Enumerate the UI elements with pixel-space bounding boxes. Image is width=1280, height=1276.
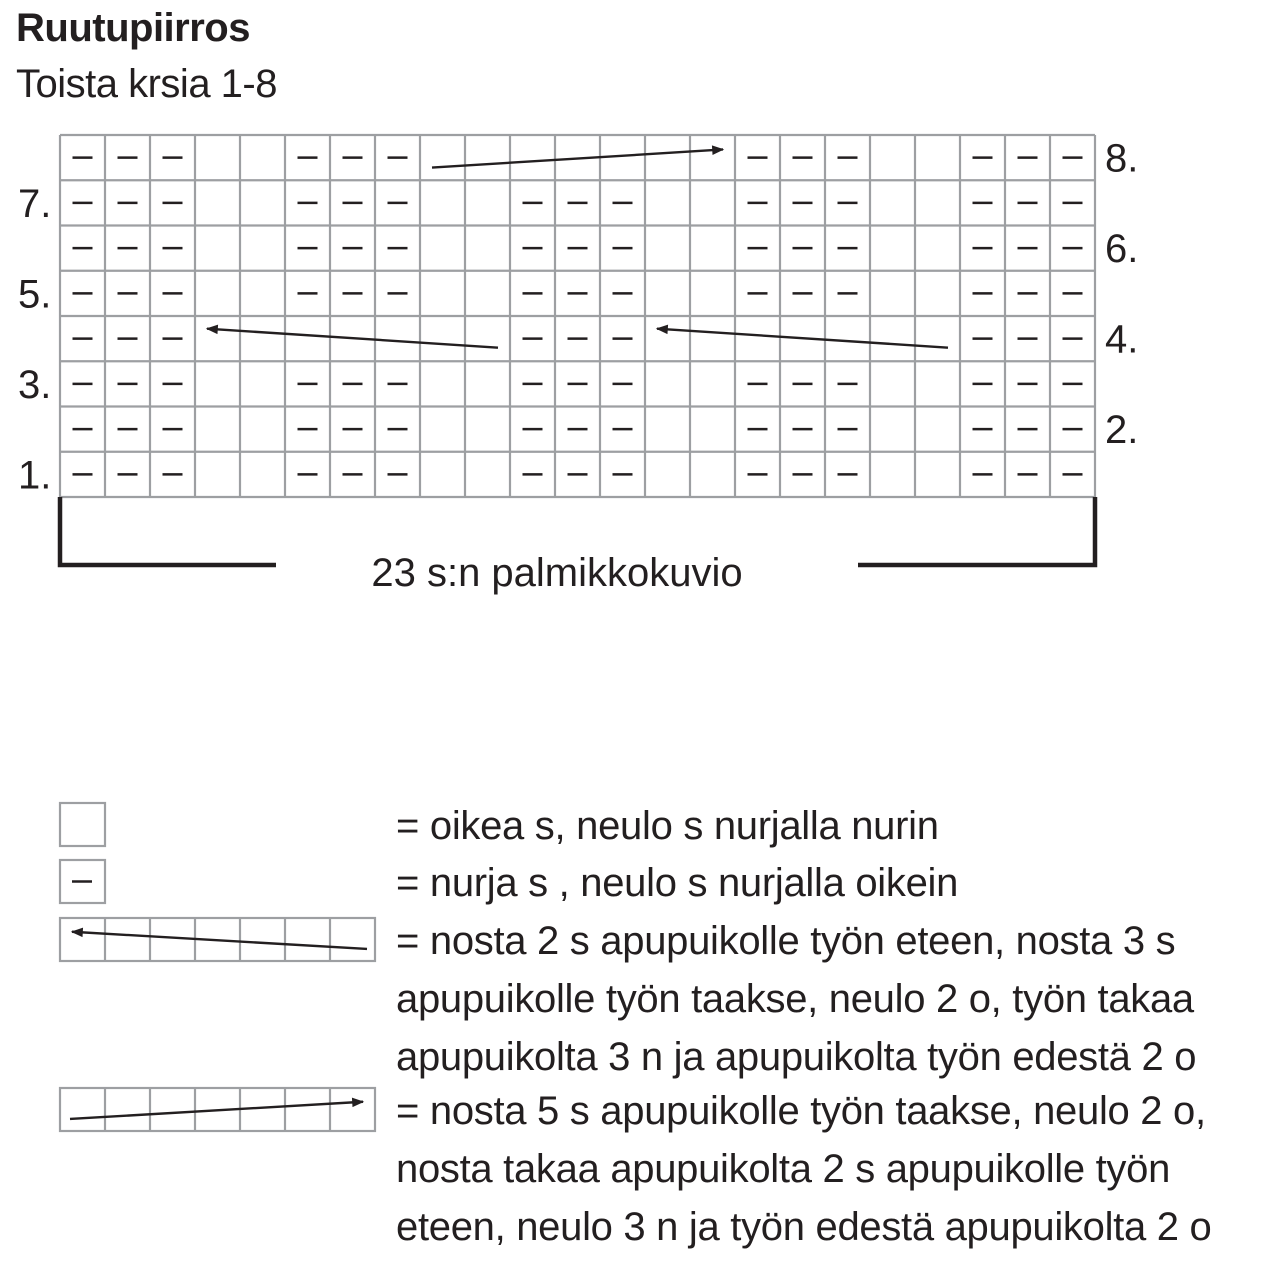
chart-subtitle: Toista krsia 1-8 [16, 62, 277, 106]
width-bracket-right [858, 497, 1095, 565]
legend-line: = nosta 2 s apupuikolle työn eteen, nosta 3 s [396, 919, 1176, 963]
legend-arrow-left [72, 932, 367, 949]
row-label-1: 1. [18, 453, 52, 498]
legend-description [396, 1082, 1211, 1256]
legend-line: = oikea s, neulo s nurjalla nurin [396, 804, 939, 848]
legend-description [396, 912, 1196, 1086]
legend-line: apupuikolta 3 n ja apupuikolta työn edestä 2 o [396, 1035, 1197, 1079]
width-label: 23 s:n palmikkokuvio [371, 551, 743, 595]
legend-symbol-cable-left [60, 918, 375, 961]
chart-title: Ruutupiirros [16, 6, 250, 50]
row-label-3: 3. [18, 362, 52, 407]
legend-description [396, 854, 958, 912]
legend-symbol-purl [60, 860, 105, 903]
row-label-4: 4. [1105, 317, 1139, 362]
row-label-2: 2. [1105, 408, 1139, 453]
legend-symbol-cable-right [60, 1088, 375, 1131]
cable-arrow-left [657, 329, 948, 348]
legend-description [396, 797, 939, 855]
legend-line: apupuikolle työn taakse, neulo 2 o, työn takaa [396, 977, 1194, 1021]
row-label-5: 5. [18, 272, 52, 317]
legend-arrow-right [70, 1102, 363, 1119]
row-label-7: 7. [18, 181, 52, 226]
cable-arrow-left [207, 329, 498, 348]
row-label-8: 8. [1105, 136, 1139, 181]
legend-line: eteen, neulo 3 n ja työn edestä apupuikolta 2 o [396, 1205, 1212, 1249]
width-bracket-left [60, 497, 276, 565]
legend-symbol-frame [60, 803, 105, 846]
cable-arrow-right [432, 149, 723, 167]
legend-line: nosta takaa apupuikolta 2 s apupuikolle työn [396, 1147, 1171, 1191]
legend-line: = nurja s , neulo s nurjalla oikein [396, 861, 959, 905]
legend-symbol-empty [60, 803, 105, 846]
legend-line: = nosta 5 s apupuikolle työn taakse, neulo 2 o, [396, 1089, 1206, 1133]
row-label-6: 6. [1105, 227, 1139, 272]
